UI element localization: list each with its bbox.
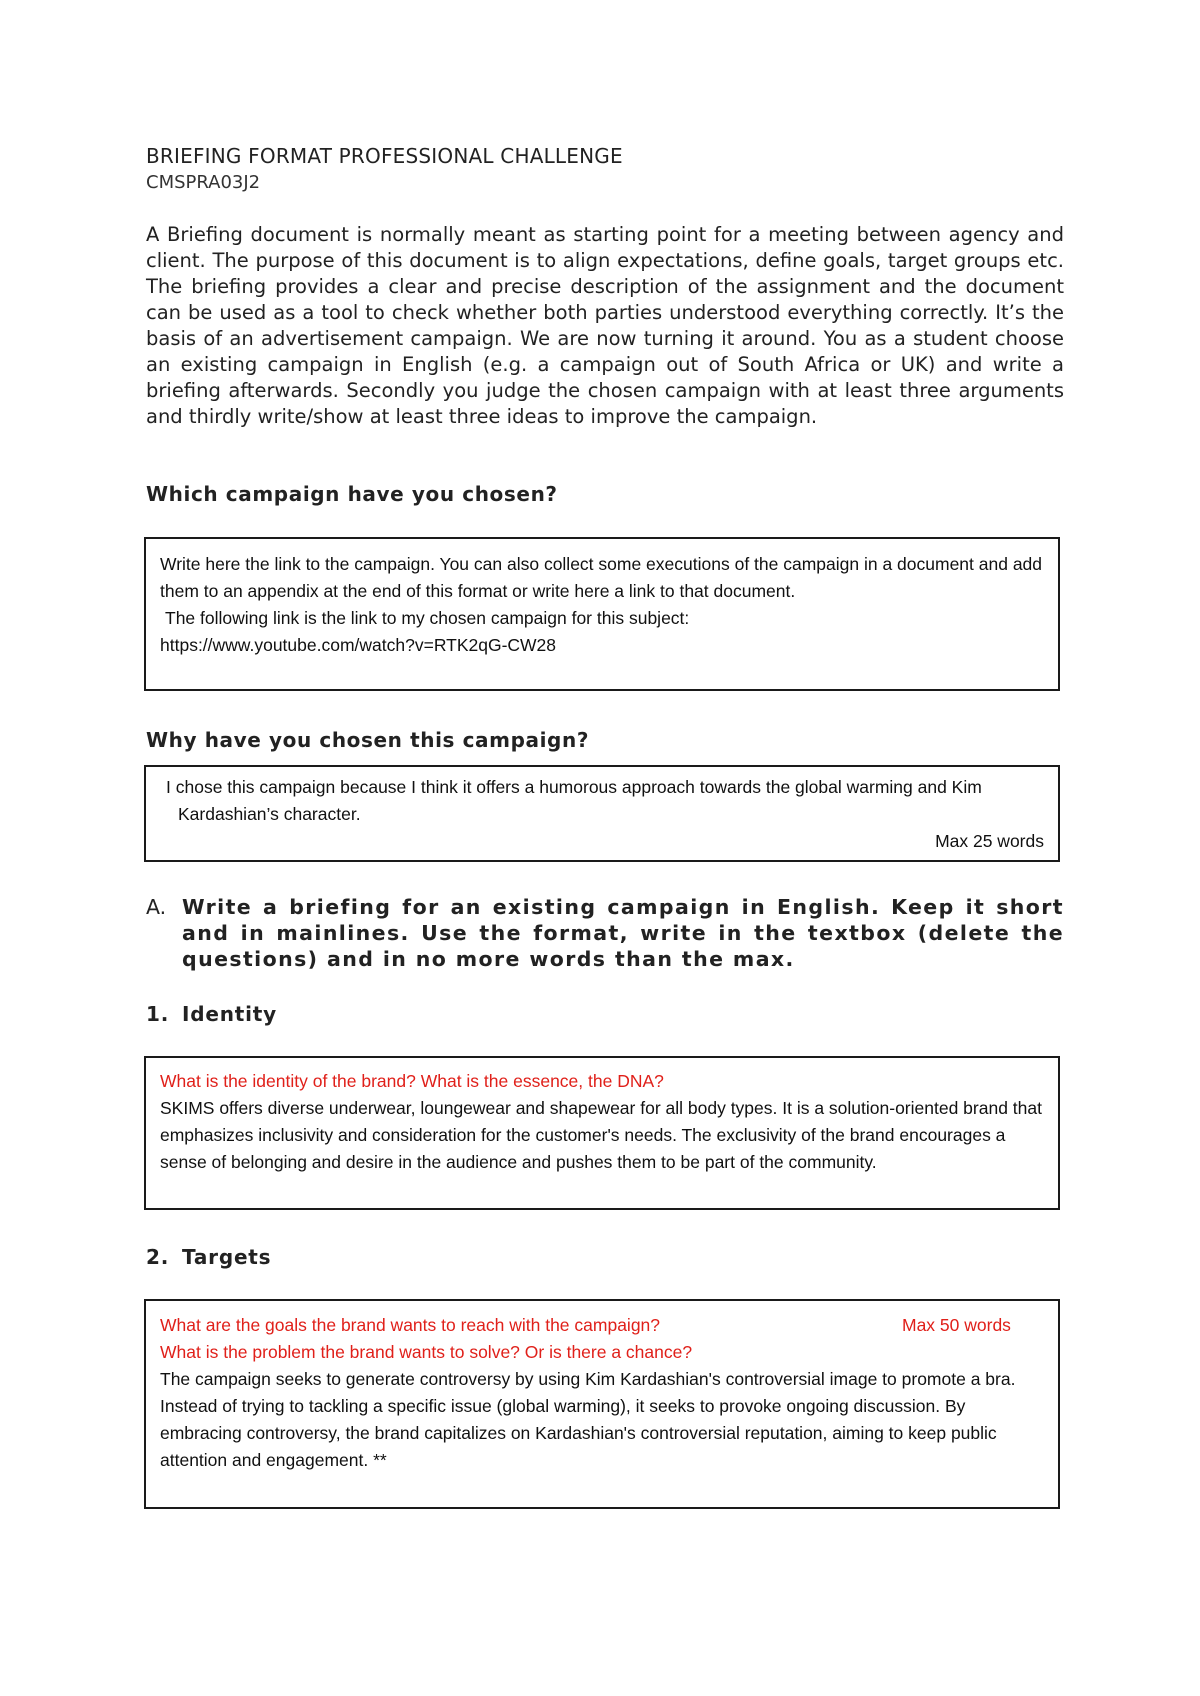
identity-textbox[interactable] — [144, 1056, 1060, 1210]
course-code: CMSPRA03J2 — [146, 172, 261, 193]
intro-paragraph: A Briefing document is normally meant as starting point for a meeting between agency and client. The purpose of this document is to align expectations, define goals, target groups etc. The briefing provides a clear and precise description of the assignment and the document can be used as a tool to check whether both parties understood everything correctly. It’s the basis of an advertisement campaign. We are now turning it around. You as a student choose an existing campaign in English (e.g. a campaign out of South Africa or UK) and write a briefing afterwards. Secondly you judge the chosen campaign with at least three arguments and thirdly write/show at least three ideas to improve the campaign. — [146, 223, 1064, 428]
targets-question2: What is the problem the brand wants to solve? Or is there a chance? — [160, 1342, 693, 1362]
identity-number: 1. — [146, 1002, 170, 1026]
section-a-instruction — [146, 894, 1064, 972]
why-chosen-textbox[interactable] — [144, 765, 1060, 862]
word-limit-25: Max 25 words — [935, 831, 1044, 851]
targets-title: Targets — [182, 1245, 272, 1269]
targets-question1: What are the goals the brand wants to reach with the campaign? — [160, 1315, 661, 1335]
campaign-link-instruction: Write here the link to the campaign. You can also collect some executions of the campaign in a document and add them to an appendix at the end of this format or write here a link to that document. — [160, 554, 1043, 601]
identity-title: Identity — [182, 1002, 277, 1026]
targets-heading — [146, 1245, 271, 1269]
identity-question: What is the identity of the brand? What is the essence, the DNA? — [160, 1071, 664, 1091]
campaign-link-url[interactable]: https://www.youtube.com/watch?v=RTK2qG-CW28 — [160, 635, 557, 655]
why-chosen-answer — [166, 774, 1044, 828]
why-chosen-heading: Why have you chosen this campaign? — [146, 728, 590, 752]
identity-answer: SKIMS offers diverse underwear, loungewear and shapewear for all body types. It is a solution-oriented brand that emphasizes inclusivity and consideration for the customer's needs. The exclusivity of the brand encourages a sense of belonging and desire in the audience and pushes them to be part of the community. — [160, 1098, 1042, 1172]
section-a-letter: A. — [146, 895, 167, 919]
targets-number: 2. — [146, 1245, 170, 1269]
targets-question-goals — [160, 1312, 1044, 1339]
why-chosen-answer-text: I chose this campaign because I think it offers a humorous approach towards the global warming and Kim Kardashian’s character. — [166, 777, 982, 824]
targets-textbox[interactable] — [144, 1299, 1060, 1509]
targets-answer: The campaign seeks to generate controversy by using Kim Kardashian's controversial image to promote a bra. Instead of trying to tackling a specific issue (global warming), it seeks to provoke ongoing discussion. By embracing controversy, the brand capitalizes on Kardashian's controversial reputation, aiming to keep public attention and engagement. ** — [160, 1369, 1016, 1470]
campaign-link-textbox[interactable] — [144, 537, 1060, 691]
identity-heading — [146, 1002, 277, 1026]
word-limit-50: Max 50 words — [902, 1315, 1011, 1335]
section-a-text: Write a briefing for an existing campaign in English. Keep it short and in mainlines. Use the format, write in the textbox (delete the questions) and in no more words than the max. — [182, 895, 1064, 971]
document-title: BRIEFING FORMAT PROFESSIONAL CHALLENGE — [146, 144, 623, 168]
campaign-link-answer: The following link is the link to my chosen campaign for this subject: — [165, 608, 690, 628]
campaign-chosen-heading: Which campaign have you chosen? — [146, 482, 558, 506]
